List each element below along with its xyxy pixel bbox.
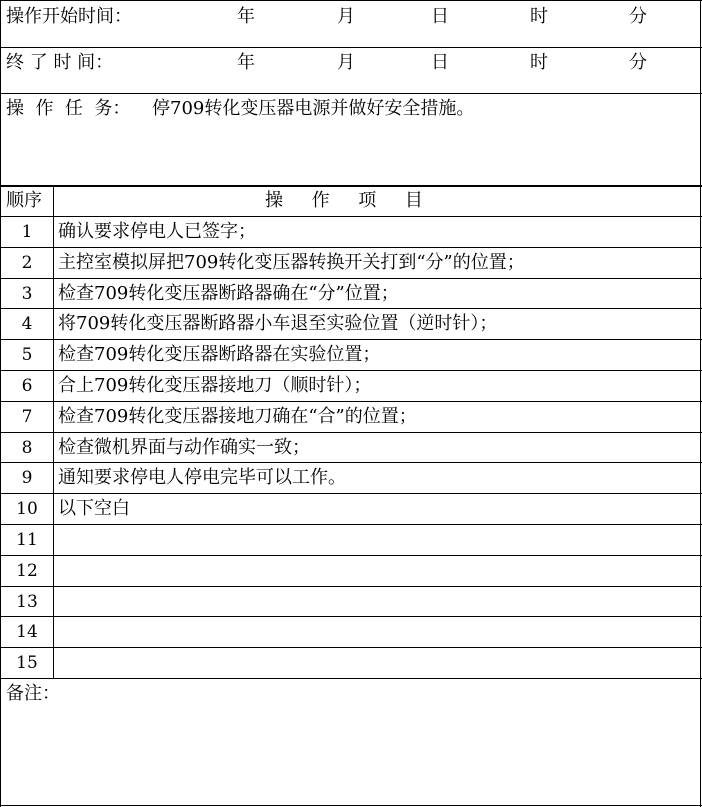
row-rule — [0, 586, 702, 587]
rule — [0, 185, 702, 187]
end-time-label: 终 了 时 间： — [6, 52, 114, 73]
start-day-unit: 日 — [431, 6, 449, 27]
rule — [0, 0, 702, 1]
end-month-unit: 月 — [337, 52, 355, 73]
row-number: 15 — [16, 653, 38, 673]
row-rule — [0, 616, 702, 617]
row-rule — [0, 524, 702, 525]
rule — [0, 93, 702, 94]
row-number: 10 — [16, 499, 38, 519]
row-number: 8 — [21, 438, 33, 458]
row-rule — [0, 647, 702, 648]
row-number: 9 — [21, 468, 33, 488]
row-item-text: 检查709转化变压器接地刀确在“合”的位置； — [58, 406, 417, 427]
rule — [0, 805, 702, 806]
row-number: 3 — [21, 284, 33, 304]
task-text: 停709转化变压器电源并做好安全措施。 — [152, 98, 475, 119]
row-item-text: 以下空白 — [58, 498, 130, 519]
row-number: 2 — [21, 253, 33, 273]
row-item-text: 将709转化变压器断路器小车退至实验位置（逆时针）； — [58, 313, 498, 334]
row-rule — [0, 678, 702, 679]
row-item-text: 主控室模拟屏把709转化变压器转换开关打到“分”的位置； — [58, 252, 525, 273]
row-item-text: 检查709转化变压器断路器确在“分”位置； — [58, 283, 399, 304]
end-minute-unit: 分 — [629, 52, 647, 73]
task-label: 操 作 任 务： — [6, 98, 131, 119]
end-hour-unit: 时 — [530, 52, 548, 73]
start-month-unit: 月 — [337, 6, 355, 27]
rule — [0, 47, 702, 48]
row-number: 11 — [16, 530, 38, 550]
row-number: 13 — [16, 592, 38, 612]
row-rule — [0, 555, 702, 556]
row-item-text: 通知要求停电人停电完毕可以工作。 — [58, 467, 346, 488]
row-item-text: 合上709转化变压器接地刀（顺时针）； — [58, 375, 372, 396]
column-header-sequence: 顺序 — [6, 190, 42, 211]
row-number: 5 — [21, 345, 33, 365]
row-number: 7 — [21, 407, 33, 427]
column-header-item: 操 作 项 目 — [265, 190, 423, 211]
remarks-label: 备注： — [6, 683, 60, 704]
row-number: 1 — [21, 222, 33, 242]
row-item-text: 确认要求停电人已签字； — [58, 221, 256, 242]
end-year-unit: 年 — [237, 52, 255, 73]
row-item-text: 检查709转化变压器断路器在实验位置； — [58, 344, 381, 365]
end-day-unit: 日 — [431, 52, 449, 73]
row-number: 14 — [16, 622, 38, 642]
row-number: 12 — [16, 561, 38, 581]
row-number: 6 — [21, 376, 33, 396]
start-hour-unit: 时 — [530, 6, 548, 27]
row-item-text: 检查微机界面与动作确实一致； — [58, 437, 310, 458]
start-time-label: 操作开始时间： — [6, 6, 132, 27]
start-year-unit: 年 — [237, 6, 255, 27]
start-minute-unit: 分 — [629, 6, 647, 27]
row-number: 4 — [21, 314, 33, 334]
border-right — [700, 0, 701, 807]
